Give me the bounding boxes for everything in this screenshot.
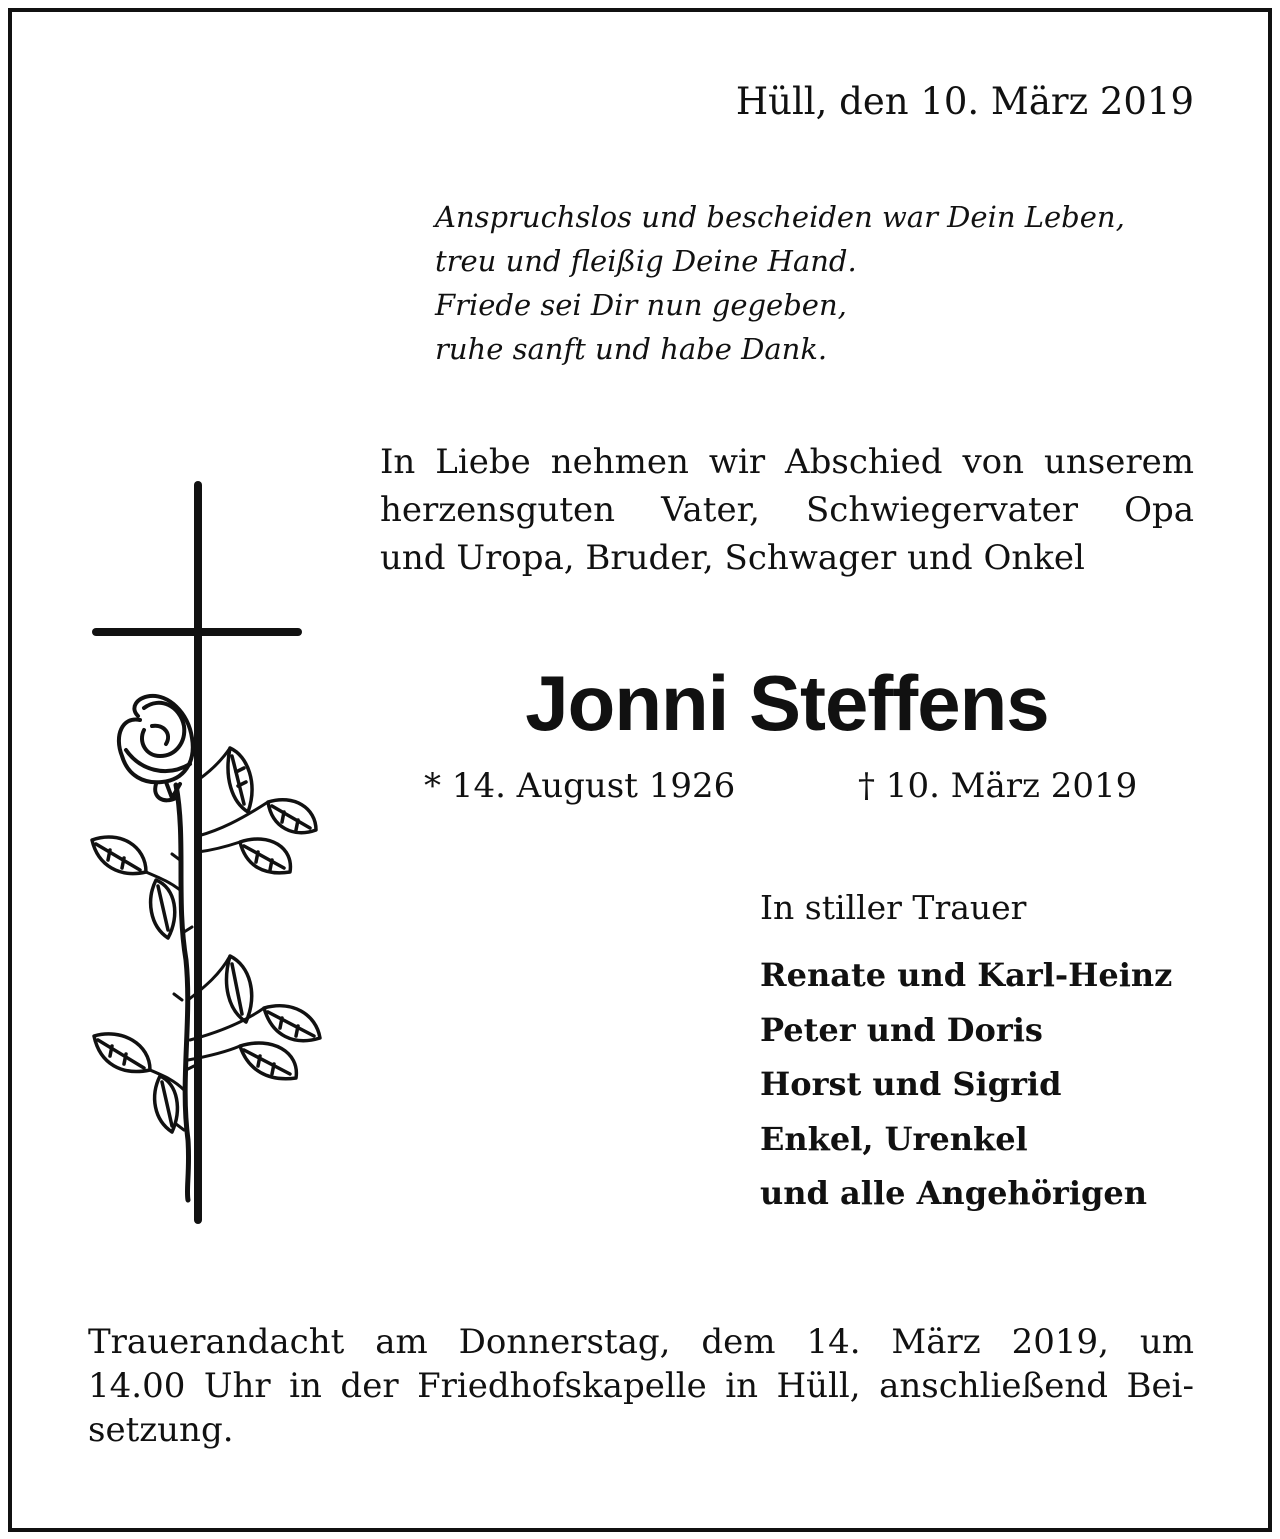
cross-with-rose-icon [80,480,340,1230]
rose-leaf [151,880,175,938]
mourner-name: Enkel, Urenkel [760,1119,1028,1158]
poem [435,195,1215,371]
rose-bloom [119,696,193,800]
rose-stem [176,785,189,1200]
rose-leaf [240,1043,296,1079]
mourner-name: und alle Angehörigen [760,1174,1148,1212]
service-line: Trauerandacht am Donnerstag, dem 14. März 2019, um [88,1322,1194,1362]
intro-line: In Liebe nehmen wir Abschied von unserem [380,442,1194,482]
rose-leaf [240,839,290,873]
rose-leaf [155,1076,178,1132]
poem-line: Friede sei Dir nun gegeben, [435,288,847,322]
poem-line: ruhe sanft und habe Dank. [435,332,828,366]
death-date: † 10. März 2019 [858,766,1138,806]
rose-leaf [94,1034,150,1072]
service-line: setzung. [88,1410,234,1450]
poem-line: treu und fleißig Deine Hand. [435,244,857,278]
intro-text [380,438,1194,582]
service-line: 14.00 Uhr in der Friedhofskapelle in Hüll, anschließend Bei- [88,1366,1194,1406]
mourning-label: In stiller Trauer [760,888,1027,927]
intro-line: herzensguten Vater, Schwiegervater Opa [380,490,1194,530]
poem-line: Anspruchslos und bescheiden war Dein Leben, [435,200,1125,234]
service-info [88,1320,1194,1452]
rose-leaf [268,800,316,833]
birth-date: * 14. August 1926 [424,766,736,806]
rose-leaf [264,1006,320,1041]
mourners-list [760,948,1172,1221]
intro-line: und Uropa, Bruder, Schwager und Onkel [380,538,1085,578]
mourner-name: Horst und Sigrid [760,1065,1062,1103]
deceased-name: Jonni Steffens [525,659,1049,747]
mourner-name: Renate und Karl-Heinz [760,956,1173,994]
rose-leaf [92,837,146,874]
rose-leaf [227,956,252,1022]
place-date: Hüll, den 10. März 2019 [735,80,1194,123]
mourner-name: Peter und Doris [760,1010,1043,1049]
rose-leaf [228,748,252,812]
